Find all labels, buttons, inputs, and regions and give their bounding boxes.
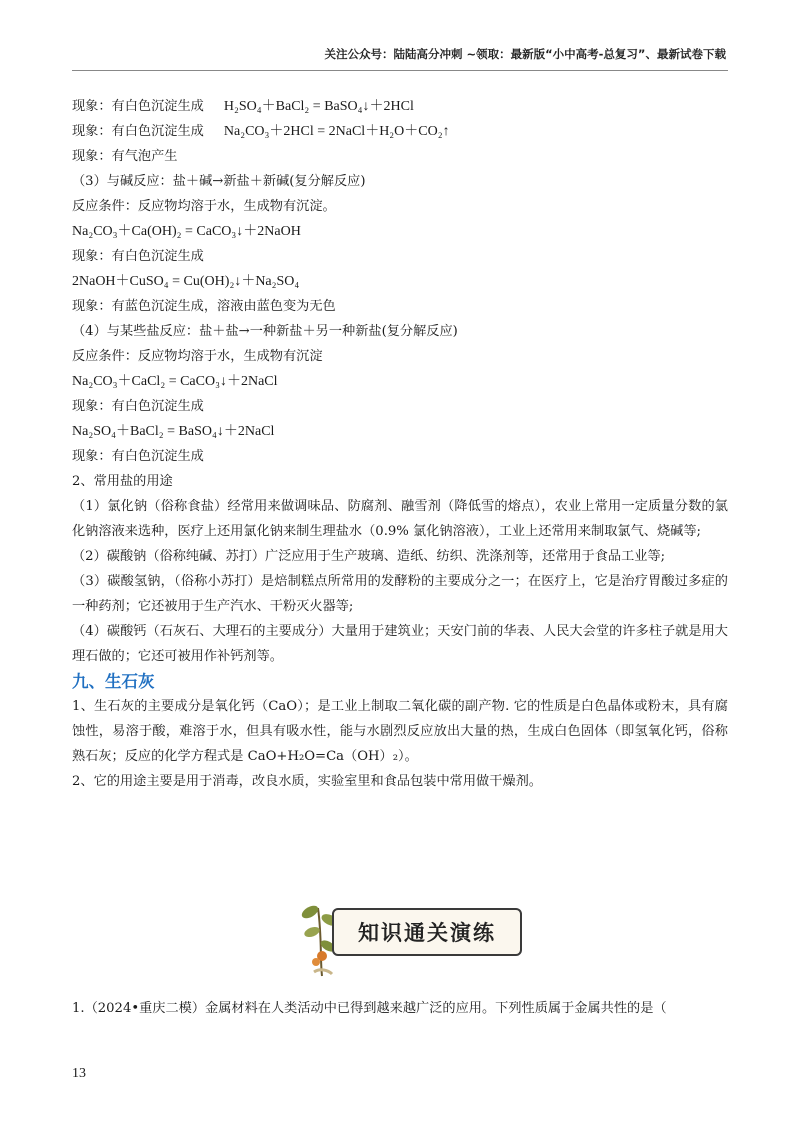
chemical-equation: H₂SO₄＋BaCl₂ = BaSO₄↓＋2HCl [223, 99, 414, 114]
question-1: 1.（2024•重庆二模）金属材料在人类活动中已得到越来越广泛的应用。下列性质属于金属共性的是（ [72, 1001, 667, 1016]
banner-title: 知识通关演练 [358, 921, 496, 945]
chemical-equation: 2NaOH＋CuSO₄ = Cu(OH)₂↓＋Na₂SO₄ [72, 274, 300, 289]
text-line-15: 现象：有白色沉淀生成 [72, 449, 204, 464]
section-title: 九、生石灰 [72, 672, 155, 691]
text-line-5: 反应条件：反应物均溶于水，生成物有沉淀。 [72, 199, 336, 214]
quicklime-paragraph-1: 1、生石灰的主要成分是氧化钙（CaO）；是工业上制取二氧化碳的副产物. 它的性质是白色晶体或粉末，具有腐蚀性，易溶于酸，难溶于水，但具有吸水性，能与水剧烈反应放出大量的热，生成白色固体（即氢氧化钙，俗称熟石灰；反应的化学方程式是 CaO+H₂O=Ca（OH）₂）。 [72, 699, 728, 764]
text-line-4: （3）与碱反应：盐＋碱→新盐＋新碱(复分解反应) [72, 174, 366, 189]
chemical-equation: Na₂CO₃＋Ca(OH)₂ = CaCO₃↓＋2NaOH [72, 224, 301, 239]
page-header: 关注公众号：陆陆高分冲刺 ~领取：最新版“小中高考-总复习”、最新试卷下载 [324, 47, 726, 61]
salt-use-paragraph-1: （1）氯化钠（俗称食盐）经常用来做调味品、防腐剂、融雪剂（降低雪的熔点），农业上常用一定质量分数的氯化钠溶液来选种，医疗上还用氯化钠来制生理盐水（0.9% 氯化钠溶液），工业上还常用来制取氯气、烧碱等; [72, 499, 728, 539]
chemical-equation: Na₂CO₃＋2HCl = 2NaCl＋H₂O＋CO₂↑ [223, 124, 450, 139]
chemical-equation: Na₂SO₄＋BaCl₂ = BaSO₄↓＋2NaCl [72, 424, 275, 439]
text-line-13: 现象：有白色沉淀生成 [72, 399, 204, 414]
text-line-9: 现象：有蓝色沉淀生成，溶液由蓝色变为无色 [72, 299, 336, 314]
text-line-10: （4）与某些盐反应：盐＋盐→一种新盐＋另一种新盐(复分解反应) [72, 324, 458, 339]
text-line-11: 反应条件：反应物均溶于水，生成物有沉淀 [72, 349, 323, 364]
text-line-3: 现象：有气泡产生 [72, 149, 178, 164]
main-content [72, 94, 728, 794]
text-line-2 [72, 119, 728, 144]
page-number: 13 [72, 1066, 86, 1081]
banner-card [332, 908, 522, 956]
chemical-equation: Na₂CO₃＋CaCl₂ = CaCO₃↓＋2NaCl [72, 374, 278, 389]
header-divider [72, 70, 728, 71]
practice-banner [292, 898, 532, 978]
phenomenon-text: 现象：有白色沉淀生成 [72, 124, 204, 139]
salt-use-paragraph-2: （2）碳酸钠（俗称纯碱、苏打）广泛应用于生产玻璃、造纸、纺织、洗涤剂等，还常用于食品工业等; [72, 549, 666, 564]
text-line-7: 现象：有白色沉淀生成 [72, 249, 204, 264]
salt-use-paragraph-4: （4）碳酸钙（石灰石、大理石的主要成分）大量用于建筑业；天安门前的华表、人民大会堂的许多柱子就是用大理石做的；它还可被用作补钙剂等。 [72, 624, 728, 664]
text-line-1 [72, 94, 728, 119]
salt-use-paragraph-3: （3）碳酸氢钠，（俗称小苏打）是焙制糕点所常用的发酵粉的主要成分之一；在医疗上，它是治疗胃酸过多症的一种药剂；它还被用于生产汽水、干粉灭火器等; [72, 574, 728, 614]
subsection-heading: 2、常用盐的用途 [72, 474, 173, 489]
phenomenon-text: 现象：有白色沉淀生成 [72, 99, 204, 114]
quicklime-paragraph-2: 2、它的用途主要是用于消毒，改良水质，实验室里和食品包装中常用做干燥剂。 [72, 774, 542, 789]
